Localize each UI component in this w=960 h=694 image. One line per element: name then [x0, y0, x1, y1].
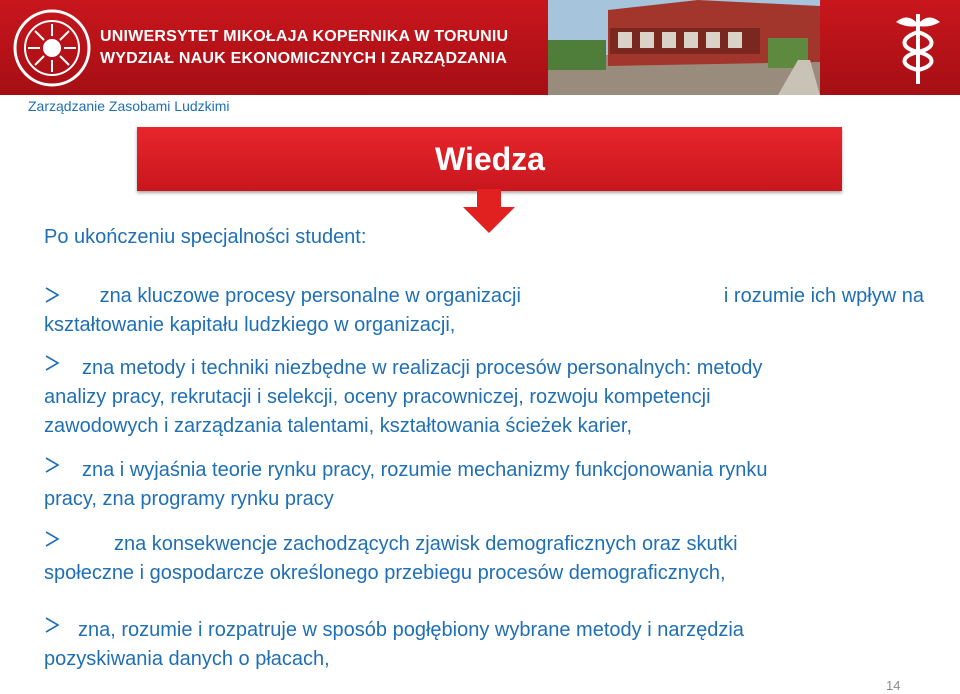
- list-item: [44, 616, 924, 674]
- arrow-bullet-icon: [44, 286, 68, 304]
- item-line: [44, 282, 924, 311]
- item-text: zna metody i techniki niezbędne w realizacji procesów personalnych: metody: [82, 357, 763, 379]
- item-line: [44, 530, 924, 559]
- item-text: i rozumie ich wpływ na: [723, 285, 924, 307]
- arrow-bullet-icon: [44, 456, 68, 474]
- item-text: zna kluczowe procesy personalne w organizacji: [99, 285, 521, 307]
- item-text: analizy pracy, rekrutacji i selekcji, oceny pracowniczej, rozwoju kompetencji: [44, 386, 711, 408]
- item-text: zna konsekwencje zachodzących zjawisk demograficznych oraz skutki: [114, 533, 738, 555]
- campus-photo: [548, 0, 820, 95]
- item-text: kształtowanie kapitału ludzkiego w organizacji,: [44, 314, 456, 336]
- arrow-bullet-icon: [44, 530, 68, 548]
- course-title: Zarządzanie Zasobami Ludzkimi: [28, 98, 230, 114]
- university-name-line1: UNIWERSYTET MIKOŁAJA KOPERNIKA W TORUNIU: [100, 28, 509, 45]
- university-seal-icon: [12, 8, 92, 88]
- down-arrow-icon: [461, 189, 517, 233]
- item-text: zawodowych i zarządzania talentami, kształtowania ścieżek karier,: [44, 415, 633, 437]
- intro-text: Po ukończeniu specjalności student:: [44, 226, 367, 248]
- list-item: [44, 530, 924, 588]
- arrow-bullet-icon: [44, 616, 68, 634]
- list-item: [44, 456, 924, 514]
- item-line: [44, 354, 924, 383]
- slide-title-box: [137, 127, 842, 191]
- item-text: pracy, zna programy rynku pracy: [44, 488, 334, 510]
- header-banner: [0, 0, 960, 95]
- item-line: [44, 456, 924, 485]
- item-text: społeczne i gospodarcze określonego przebiegu procesów demograficznych,: [44, 562, 726, 584]
- page-number: 14: [886, 678, 901, 693]
- arrow-bullet-icon: [44, 354, 68, 372]
- slide-title: Wiedza: [435, 141, 545, 177]
- item-text: pozyskiwania danych o płacach,: [44, 648, 330, 670]
- university-name: [100, 26, 508, 70]
- item-line: [44, 616, 924, 645]
- list-item: [44, 354, 924, 441]
- item-text: zna, rozumie i rozpatruje w sposób pogłębiony wybrane metody i narzędzia: [78, 619, 744, 641]
- faculty-name-line2: WYDZIAŁ NAUK EKONOMICZNYCH I ZARZĄDZANIA: [100, 50, 508, 67]
- caduceus-icon: [888, 8, 948, 88]
- item-text: zna i wyjaśnia teorie rynku pracy, rozumie mechanizmy funkcjonowania rynku: [82, 459, 768, 481]
- list-item: [44, 282, 924, 340]
